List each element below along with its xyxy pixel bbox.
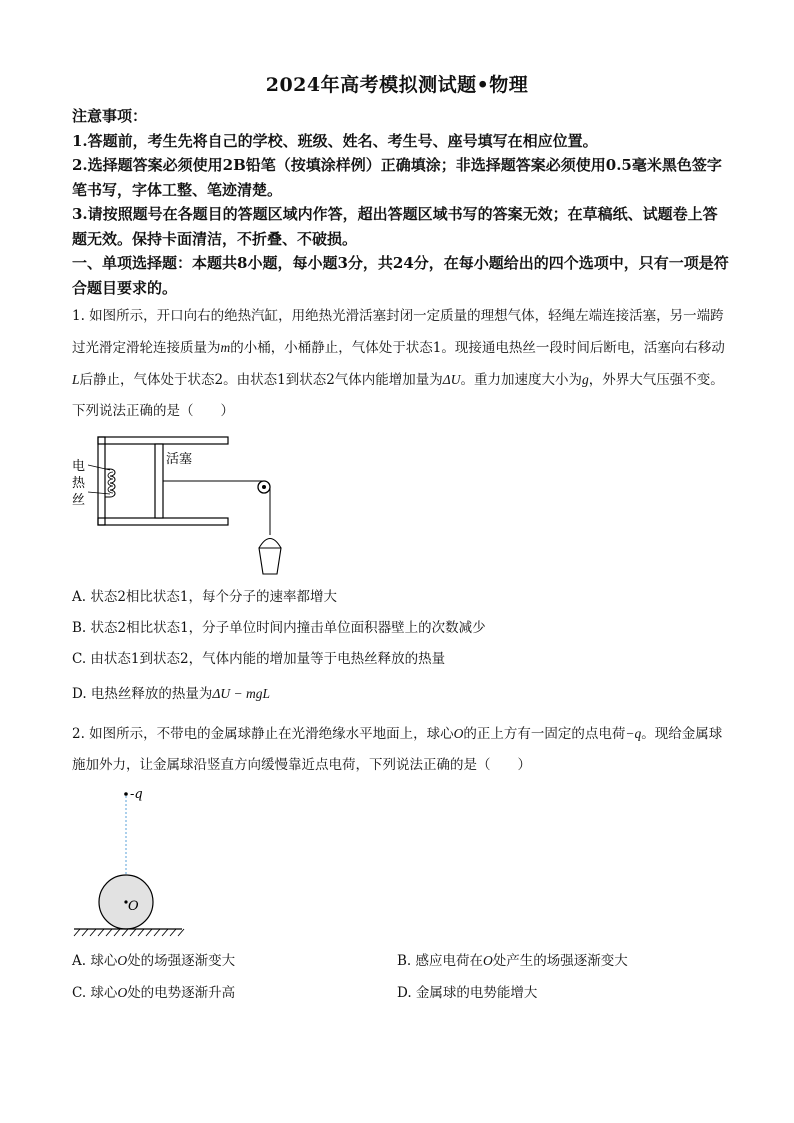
q1-option-d-text: D. 电热丝释放的热量为 xyxy=(72,686,213,702)
piston xyxy=(155,444,163,518)
notes-heading: 注意事项： xyxy=(72,107,148,125)
metal-sphere-figure xyxy=(66,784,186,944)
q1-option-d-formula: ΔU − mgL xyxy=(212,686,270,701)
notes-item-2: 2.选择题答案必须使用2B铅笔（按填涂样例）正确填涂；非选择题答案必须使用0.5毫米黑色签字笔书写，字体工整、笔迹清楚。 xyxy=(72,156,722,199)
exam-notes xyxy=(72,104,732,300)
q1-option-c: C. 由状态1到状态2，气体内能的增加量等于电热丝释放的热量 xyxy=(72,651,446,667)
q1-text-3: 后静止，气体处于状态2。由状态1到状态2气体内能增加量为 xyxy=(79,372,443,388)
q2-option-c-post: 处的电势逐渐升高 xyxy=(127,985,236,1001)
q2-option-c xyxy=(72,983,235,1003)
q2-text-1: 2. 如图所示，不带电的金属球静止在光滑绝缘水平地面上，球心 xyxy=(72,726,454,742)
q2-var-q: −q xyxy=(625,726,642,741)
q1-var-m: m xyxy=(220,340,231,355)
q2-option-c-var: O xyxy=(117,985,128,1000)
section-heading: 一、单项选择题：本题共8小题，每小题3分，共24分，在每小题给出的四个选项中，只有一项是符合题目要求的。 xyxy=(72,254,729,297)
q1-text-4: 。重力加速度大小为 xyxy=(460,372,582,388)
q1-text-5: ，外界大气压强不变。下列说法正确的是（ ） xyxy=(72,372,724,419)
q2-option-b-var: O xyxy=(483,953,493,968)
q2-option-b-post: 处产生的场强逐渐变大 xyxy=(492,953,628,969)
center-label: O xyxy=(128,899,139,914)
question-2-stem xyxy=(72,718,727,781)
point-charge xyxy=(124,792,128,796)
question-1-stem xyxy=(72,301,727,427)
cylinder-piston-figure xyxy=(66,432,306,582)
charge-label: -q xyxy=(130,787,143,802)
q2-var-O: O xyxy=(453,726,464,741)
q2-option-a-post: 处的场强逐渐变大 xyxy=(127,953,236,969)
q1-option-a: A. 状态2相比状态1，每个分子的速率都增大 xyxy=(72,589,338,605)
notes-item-1: 1.答题前，考生先将自己的学校、班级、姓名、考生号、座号填写在相应位置。 xyxy=(72,131,598,150)
q2-text-3: 。现给金属球施加外力，让金属球沿竖直方向缓慢靠近点电荷，下列说法正确的是（ ） xyxy=(72,726,723,773)
q2-option-a xyxy=(72,951,235,971)
q1-option-b: B. 状态2相比状态1，分子单位时间内撞击单位面积器壁上的次数减少 xyxy=(72,620,486,636)
q2-option-c-pre: C. 球心 xyxy=(72,985,118,1001)
q2-option-a-pre: A. 球心 xyxy=(72,953,118,969)
q2-option-d: D. 金属球的电势能增大 xyxy=(397,985,538,1001)
q2-option-a-var: O xyxy=(117,953,128,968)
q1-var-g: g xyxy=(581,372,589,387)
heater-coil-icon xyxy=(105,469,115,497)
heater-label-2: 热 xyxy=(72,476,86,491)
q2-text-2: 的正上方有一固定的点电荷 xyxy=(463,726,626,742)
q2-option-b-pre: B. 感应电荷在 xyxy=(397,953,484,969)
notes-item-3: 3.请按照题号在各题目的答题区域内作答，超出答题区域书写的答案无效；在草稿纸、试题卷上答题无效。保持卡面清洁，不折叠、不破损。 xyxy=(72,205,718,248)
q1-option-d xyxy=(72,684,270,704)
heater-label-3: 丝 xyxy=(72,493,86,508)
q1-var-L: L xyxy=(72,372,80,387)
pulley-icon xyxy=(258,481,270,493)
q1-text-1: 1. 如图所示，开口向右的绝热汽缸，用绝热光滑活塞封闭一定质量的理想气体，轻绳左端连接活塞，另一端跨过光滑定滑轮连接质量为 xyxy=(72,308,724,356)
q1-text-2: 的小桶，小桶静止，气体处于状态1。现接通电热丝一段时间后断电，活塞向右移动 xyxy=(230,340,725,356)
q2-option-b xyxy=(397,951,628,971)
q1-var-dU: ΔU xyxy=(442,372,461,387)
bucket-icon xyxy=(259,539,281,575)
piston-label: 活塞 xyxy=(166,452,193,467)
heater-label-1: 电 xyxy=(72,459,86,474)
page-title: 2024年高考模拟测试题•物理 xyxy=(265,74,529,96)
